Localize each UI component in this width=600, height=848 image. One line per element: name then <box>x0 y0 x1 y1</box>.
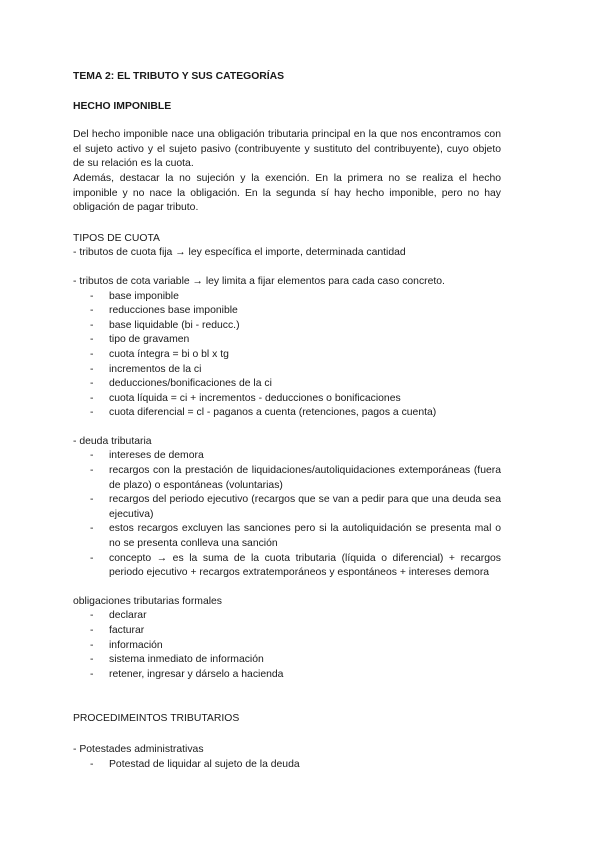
paragraph-obligacion: Del hecho imponible nace una obligación tributaria principal en la que nos encontramos con el sujeto activo y el sujeto pasivo (contribuyente y sustituto del contribuyente), cuyo objeto de su relación es la cuota. <box>73 129 501 170</box>
list-item: - Potestad de liquidar al sujeto de la deuda <box>73 758 501 773</box>
potestades-heading: - Potestades administrativas <box>73 743 204 755</box>
obligaciones-formales-heading: obligaciones tributarias formales <box>73 595 223 607</box>
formales-items-list <box>73 609 501 682</box>
list-item: - recargos del periodo ejecutivo (recargos que se van a pedir para que una deuda sea ejecutiva) <box>73 493 501 522</box>
procedimientos-heading: PROCEDIMEINTOS TRIBUTARIOS <box>73 713 240 725</box>
cuota-variable-line: - tributos de cota variable → ley limita a fijar elementos para cada caso concreto. <box>73 275 445 287</box>
list-item: - sistema inmediato de información <box>73 653 501 668</box>
document-title: TEMA 2: EL TRIBUTO Y SUS CATEGORÍAS <box>73 71 285 82</box>
deuda-items-list <box>73 449 501 580</box>
list-item: - cuota líquida = ci + incrementos - deducciones o bonificaciones <box>73 392 501 407</box>
potestades-items-list <box>73 758 501 773</box>
list-item: - recargos con la prestación de liquidaciones/autoliquidaciones extemporáneas (fuera de plazo) o espontáneas (voluntarias) <box>73 464 501 493</box>
list-item: - cuota diferencial = cl - paganos a cuenta (retenciones, pagos a cuenta) <box>73 406 501 421</box>
variable-items-list <box>73 290 501 421</box>
document-page <box>73 70 501 772</box>
cuota-fija-line: - tributos de cuota fija → ley específica el importe, determinada cantidad <box>73 247 406 259</box>
list-item: - información <box>73 639 501 654</box>
list-item: - base imponible <box>73 290 501 305</box>
list-item: - estos recargos excluyen las sanciones pero si la autoliquidación se presenta mal o no se presenta conlleva una sanción <box>73 522 501 551</box>
list-item: - base liquidable (bi - reducc.) <box>73 319 501 334</box>
list-item: - cuota íntegra = bi o bl x tg <box>73 348 501 363</box>
paragraph-no-sujecion: Además, destacar la no sujeción y la exención. En la primera no se realiza el hecho imponible y no nace la obligación. En la segunda sí hay hecho imponible, pero no hay obligación de pagar tributo. <box>73 172 501 214</box>
list-item: - facturar <box>73 624 501 639</box>
list-item: - concepto → es la suma de la cuota tributaria (líquida o diferencial) + recargos periodo ejecutivo + recargos extratemporáneos y espontáneos + intereses demora <box>73 552 501 581</box>
list-item: - declarar <box>73 609 501 624</box>
list-item: - tipo de gravamen <box>73 333 501 348</box>
section-heading-hecho-imponible: HECHO IMPONIBLE <box>73 100 172 112</box>
list-item: - deducciones/bonificaciones de la ci <box>73 377 501 392</box>
deuda-tributaria-heading: - deuda tributaria <box>73 435 152 447</box>
tipos-cuota-heading: TIPOS DE CUOTA <box>73 232 160 244</box>
list-item: - intereses de demora <box>73 449 501 464</box>
list-item: - reducciones base imponible <box>73 304 501 319</box>
list-item: - incrementos de la ci <box>73 363 501 378</box>
list-item: - retener, ingresar y dárselo a hacienda <box>73 668 501 683</box>
